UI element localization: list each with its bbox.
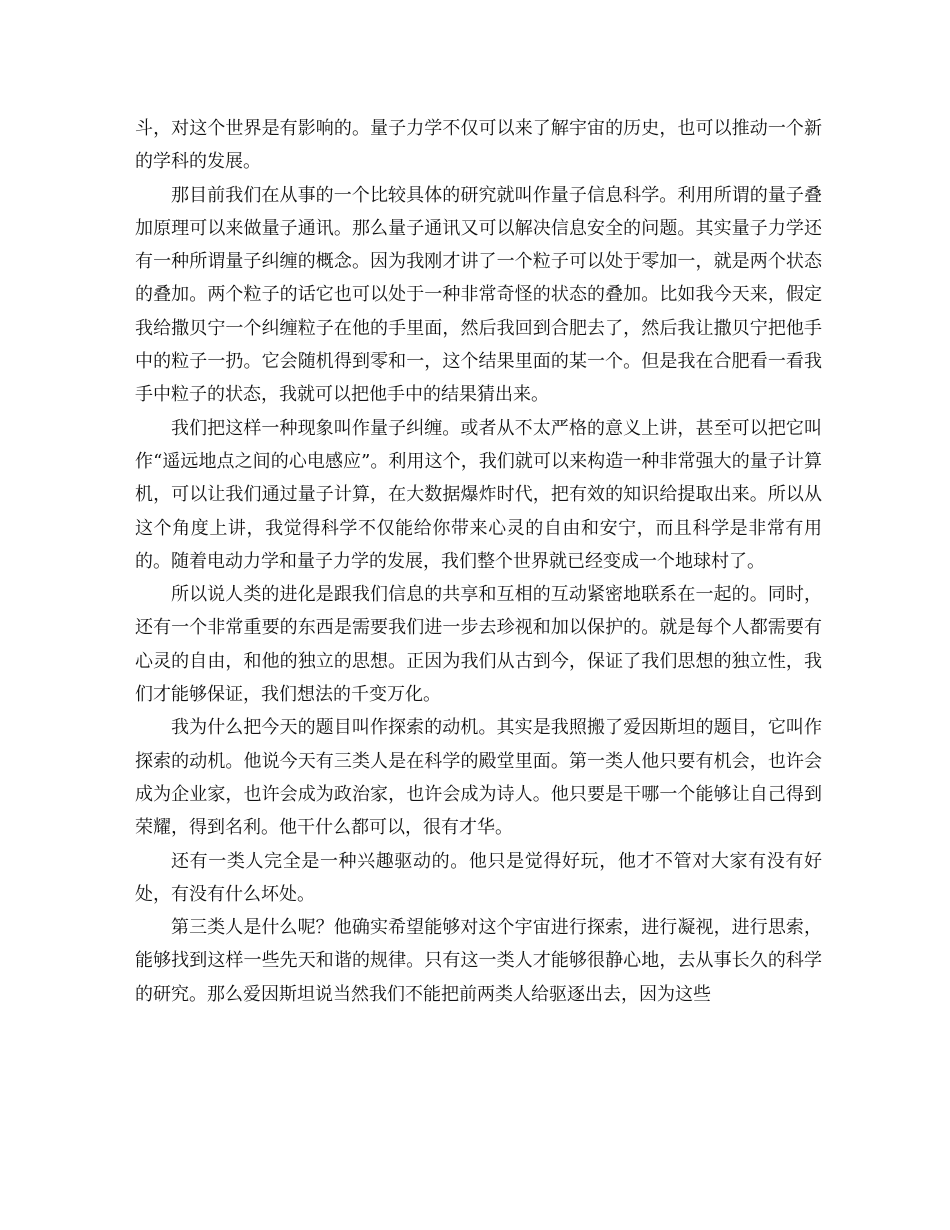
paragraph-7: 第三类人是什么呢？他确实希望能够对这个宇宙进行探索，进行凝视，进行思索，能够找到这样一些先天和谐的规律。只有这一类人才能够很静心地，去从事长久的科学的研究。那么爱因斯坦说当然我们不能把前两类人给驱逐出去，因为这些 [135,917,822,1005]
paragraph-5: 我为什么把今天的题目叫作探索的动机。其实是我照搬了爱因斯坦的题目，它叫作探索的动机。他说今天有三类人是在科学的殿堂里面。第一类人他只要有机会，也许会成为企业家，也许会成为政治家，也许会成为诗人。他只要是干哪一个能够让自己得到荣耀，得到名利。他干什么都可以，很有才华。 [135,717,822,839]
paragraph-4: 所以说人类的进化是跟我们信息的共享和互相的互动紧密地联系在一起的。同时，还有一个非常重要的东西是需要我们进一步去珍视和加以保护的。就是每个人都需要有心灵的自由，和他的独立的思想。正因为我们从古到今，保证了我们思想的独立性，我们才能够保证，我们想法的千变万化。 [135,584,822,706]
paragraph-1: 斗，对这个世界是有影响的。量子力学不仅可以来了解宇宙的历史，也可以推动一个新的学科的发展。 [135,118,822,173]
paragraph-3: 我们把这样一种现象叫作量子纠缠。或者从不太严格的意义上讲，甚至可以把它叫作“遥远地点之间的心电感应”。利用这个，我们就可以来构造一种非常强大的量子计算机，可以让我们通过量子计算，在大数据爆炸时代，把有效的知识给提取出来。所以从这个角度上讲，我觉得科学不仅能给你带来心灵的自由和安宁，而且科学是非常有用的。随着电动力学和量子力学的发展，我们整个世界就已经变成一个地球村了。 [135,417,822,572]
paragraph-6: 还有一类人完全是一种兴趣驱动的。他只是觉得好玩，他才不管对大家有没有好处，有没有什么坏处。 [135,850,822,905]
paragraph-2: 那目前我们在从事的一个比较具体的研究就叫作量子信息科学。利用所谓的量子叠加原理可以来做量子通讯。那么量子通讯又可以解决信息安全的问题。其实量子力学还有一种所谓量子纠缠的概念。因为我刚才讲了一个粒子可以处于零加一，就是两个状态的叠加。两个粒子的话它也可以处于一种非常奇怪的状态的叠加。比如我今天来，假定我给撒贝宁一个纠缠粒子在他的手里面，然后我回到合肥去了，然后我让撒贝宁把他手中的粒子一扔。它会随机得到零和一，这个结果里面的某一个。但是我在合肥看一看我手中粒子的状态，我就可以把他手中的结果猜出来。 [135,184,822,406]
